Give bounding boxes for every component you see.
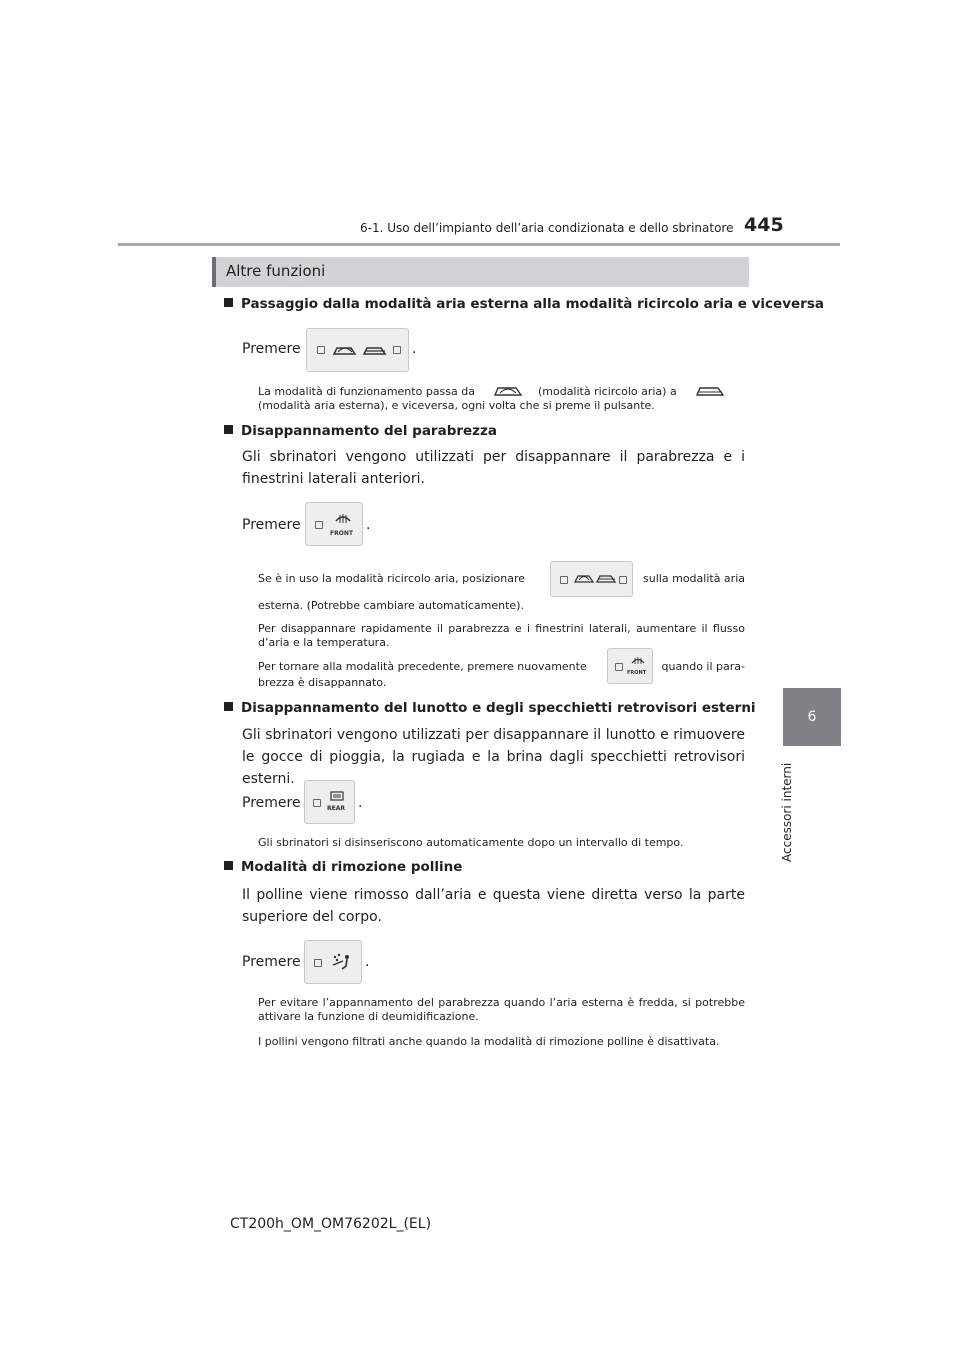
press-label: Premere bbox=[242, 341, 301, 357]
outside-air-car-icon bbox=[595, 570, 617, 588]
chapter-tab: 6 bbox=[783, 688, 841, 746]
rear-defroster-button-image: REAR bbox=[304, 780, 355, 824]
heading-rear-defog: Disappannamento del lunotto e degli specchietti retrovisori esterni bbox=[224, 700, 756, 716]
front-defroster-button-image-small: FRONT bbox=[607, 648, 653, 684]
body-rear-defog: Gli sbrinatori vengono utilizzati per disappannare il lunotto e rimuovere le gocce di pioggia, la rugiada e la brina dagli specchietti retrovisori esterni. bbox=[242, 727, 745, 787]
pollen-removal-button-image bbox=[304, 940, 362, 984]
bullet-square-icon bbox=[224, 298, 233, 307]
chapter-label-text: Accessori interni bbox=[780, 762, 794, 862]
front-defroster-button-image: FRONT bbox=[305, 502, 363, 546]
windshield-defrost-icon bbox=[334, 511, 352, 525]
header-divider bbox=[118, 243, 840, 246]
section-title: Altre funzioni bbox=[226, 262, 326, 280]
heading-recirculation: Passaggio dalla modalità aria esterna alla modalità ricircolo aria e viceversa bbox=[224, 296, 824, 312]
recirculation-button-image-small bbox=[550, 561, 633, 597]
bullet-square-icon bbox=[224, 861, 233, 870]
outside-air-car-icon bbox=[361, 340, 389, 360]
section-title-bar bbox=[212, 257, 749, 287]
recirculation-button-image bbox=[306, 328, 409, 372]
recirculation-car-icon bbox=[573, 570, 595, 588]
note-recirculation: La modalità di funzionamento passa da (modalità ricircolo aria) a (modalità aria esterna), e viceversa, ogni volta che si preme il pulsante. bbox=[258, 383, 745, 413]
heading-windshield-defog: Disappannamento del parabrezza bbox=[224, 423, 497, 439]
heading-pollen-removal: Modalità di rimozione polline bbox=[224, 859, 462, 875]
bullet-square-icon bbox=[224, 702, 233, 711]
document-code: CT200h_OM_OM76202L_(EL) bbox=[230, 1216, 432, 1232]
note-windshield-1: Se è in uso la modalità ricircolo aria, posizionare bbox=[258, 572, 525, 585]
note-windshield-3a: Per tornare alla modalità precedente, premere nuovamente bbox=[258, 660, 587, 673]
recirculation-car-icon bbox=[331, 340, 359, 360]
note-pollen-2: I pollini vengono filtrati anche quando la modalità di rimozione polline è disattivata. bbox=[258, 1035, 720, 1048]
chapter-label bbox=[775, 762, 805, 862]
note-rear-defog: Gli sbrinatori si disinseriscono automaticamente dopo un intervallo di tempo. bbox=[258, 836, 684, 849]
rear-window-defrost-icon bbox=[329, 790, 345, 802]
page-number: 445 bbox=[744, 214, 784, 236]
body-pollen-removal: Il polline viene rimosso dall’aria e questa viene diretta verso la parte superiore del corpo. bbox=[242, 887, 745, 925]
note-windshield-2: Per disappannare rapidamente il parabrezza e i finestrini laterali, aumentare il flusso d’aria e la temperatura. bbox=[258, 622, 745, 649]
recirculation-mode-icon bbox=[492, 383, 524, 399]
outside-air-mode-icon bbox=[694, 383, 726, 399]
windshield-defrost-icon bbox=[630, 654, 646, 666]
pollen-removal-icon bbox=[329, 952, 353, 972]
note-pollen-1: Per evitare l’appannamento del parabrezza quando l’aria esterna è fredda, si potrebbe attivare la funzione di deumidificazione. bbox=[258, 996, 745, 1023]
body-windshield-defog: Gli sbrinatori vengono utilizzati per disappannare il parabrezza e i finestrini laterali anteriori. bbox=[242, 449, 745, 487]
running-header: 6-1. Uso dell’impianto dell’aria condizionata e dello sbrinatore bbox=[360, 221, 734, 235]
bullet-square-icon bbox=[224, 425, 233, 434]
